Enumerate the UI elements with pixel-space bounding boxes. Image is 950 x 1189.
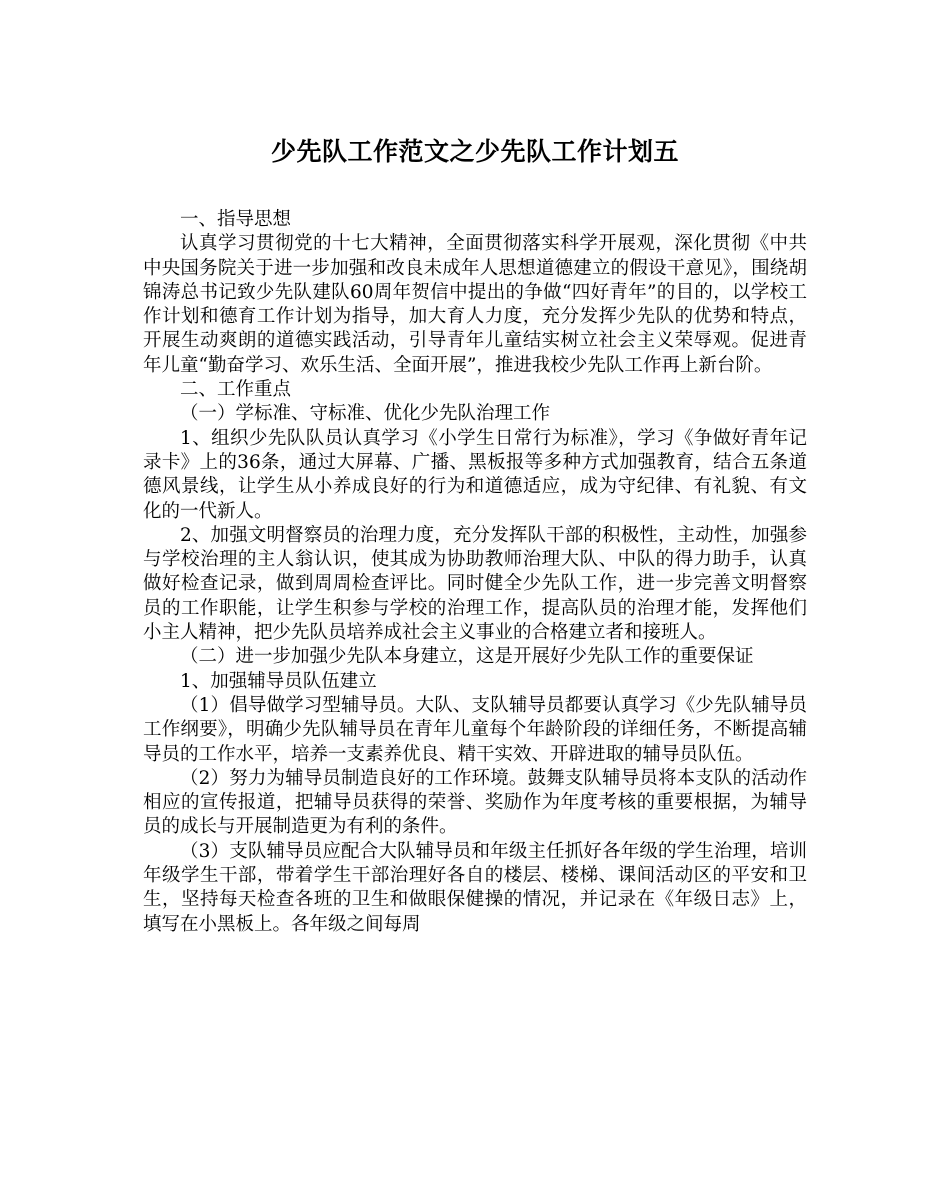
document-body <box>143 208 807 937</box>
paragraph-item-1: 1、组织少先队队员认真学习《小学生日常行为标准》，学习《争做好青年记录卡》上的36条，通过大屏幕、广播、黑板报等多种方式加强教育，结合五条道德风景线，让学生从小养成良好的行为和道德适应，成为守纪律、有礼貌、有文化的一代新人。 <box>143 427 807 522</box>
heading-work-focus: 二、工作重点 <box>180 379 292 401</box>
paragraph-counselor-3: （3）支队辅导员应配合大队辅导员和年级主任抓好各年级的学生治理，培训年级学生干部，带着学生干部治理好各自的楼层、楼梯、课间活动区的平安和卫生，坚持每天检查各班的卫生和做眼保健操的情况，并记录在《年级日志》上，填写在小黑板上。各年级之间每周 <box>143 840 807 935</box>
subheading-team-building: （二）进一步加强少先队本身建立，这是开展好少先队工作的重要保证 <box>180 646 754 668</box>
subheading-counselor-team: 1、加强辅导员队伍建立 <box>180 670 377 692</box>
document-title: 少先队工作范文之少先队工作计划五 <box>270 137 679 166</box>
heading-guiding-ideology: 一、指导思想 <box>180 209 292 230</box>
paragraph-counselor-1: （1）倡导做学习型辅导员。大队、支队辅导员都要认真学习《少先队辅导员工作纲要》，明确少先队辅导员在青年儿童每个年龄阶段的详细任务，不断提高辅导员的工作水平，培养一支素养优良、精干实效、开辟进取的辅导员队伍。 <box>143 694 807 765</box>
paragraph-item-2: 2、加强文明督察员的治理力度，充分发挥队干部的积极性，主动性，加强参与学校治理的主人翁认识，使其成为协助教师治理大队、中队的得力助手，认真做好检查记录，做到周周检查评比。同时健全少先队工作，进一步完善文明督察员的工作职能，让学生积参与学校的治理工作，提高队员的治理才能，发挥他们小主人精神，把少先队员培养成社会主义事业的合格建立者和接班人。 <box>143 524 807 644</box>
paragraph-guiding-ideology: 认真学习贯彻党的十七大精神，全面贯彻落实科学开展观，深化贯彻《中共中央国务院关于进一步加强和改良未成年人思想道德建立的假设干意见》，围绕胡锦涛总书记致少先队建队60周年贺信中提出的争做“四好青年”的目的，以学校工作计划和德育工作计划为指导，加大育人力度，充分发挥少先队的优势和特点，开展生动爽朗的道德实践活动，引导青年儿童结实树立社会主义荣辱观。促进青年儿童“勤奋学习、欢乐生活、全面开展”，推进我校少先队工作再上新台阶。 <box>143 233 807 376</box>
subheading-standards: （一）学标准、守标准、优化少先队治理工作 <box>180 403 551 425</box>
paragraph-counselor-2: （2）努力为辅导员制造良好的工作环境。鼓舞支队辅导员将本支队的活动作相应的宣传报道，把辅导员获得的荣誉、奖励作为年度考核的重要根据，为辅导员的成长与开展制造更为有利的条件。 <box>143 767 807 838</box>
